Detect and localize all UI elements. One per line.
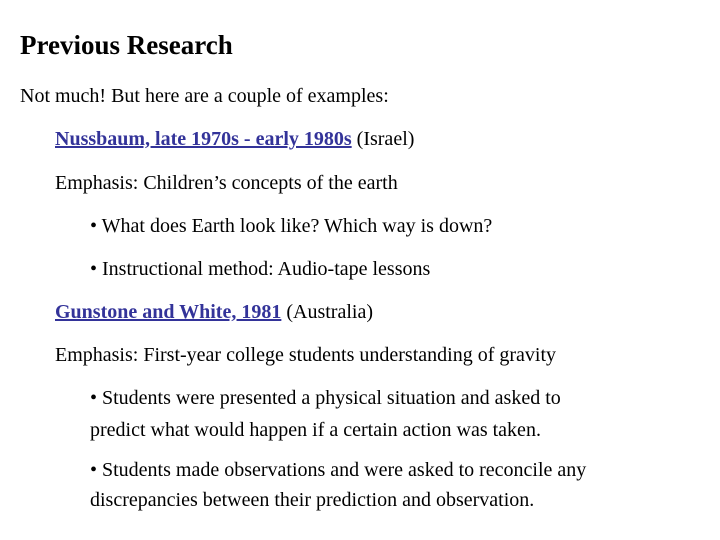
slide-title: Previous Research [20,30,233,60]
study2-bullet-2-line-1: • Students made observations and were asked to reconcile any [90,459,587,481]
study2-country: (Australia) [281,301,373,323]
study1-heading [55,127,414,151]
intro-text: Not much! But here are a couple of examples: [20,85,389,107]
study1-country: (Israel) [351,128,415,150]
study2-bullet-2-line-2: discrepancies between their prediction and observation. [90,489,535,511]
study2-heading [55,300,373,324]
study2-bullet-1-line-2: predict what would happen if a certain action was taken. [90,419,541,441]
study1-bullet-2: • Instructional method: Audio-tape lessons [90,258,431,280]
study2-link[interactable]: Gunstone and White, 1981 [55,301,282,323]
study2-emphasis: Emphasis: First-year college students understanding of gravity [55,344,557,366]
study1-link[interactable]: Nussbaum, late 1970s - early 1980s [55,128,352,150]
study2-bullet-1-line-1: • Students were presented a physical situation and asked to [90,387,561,409]
study1-bullet-1: • What does Earth look like? Which way is down? [90,215,493,237]
study1-emphasis: Emphasis: Children’s concepts of the earth [55,172,398,194]
